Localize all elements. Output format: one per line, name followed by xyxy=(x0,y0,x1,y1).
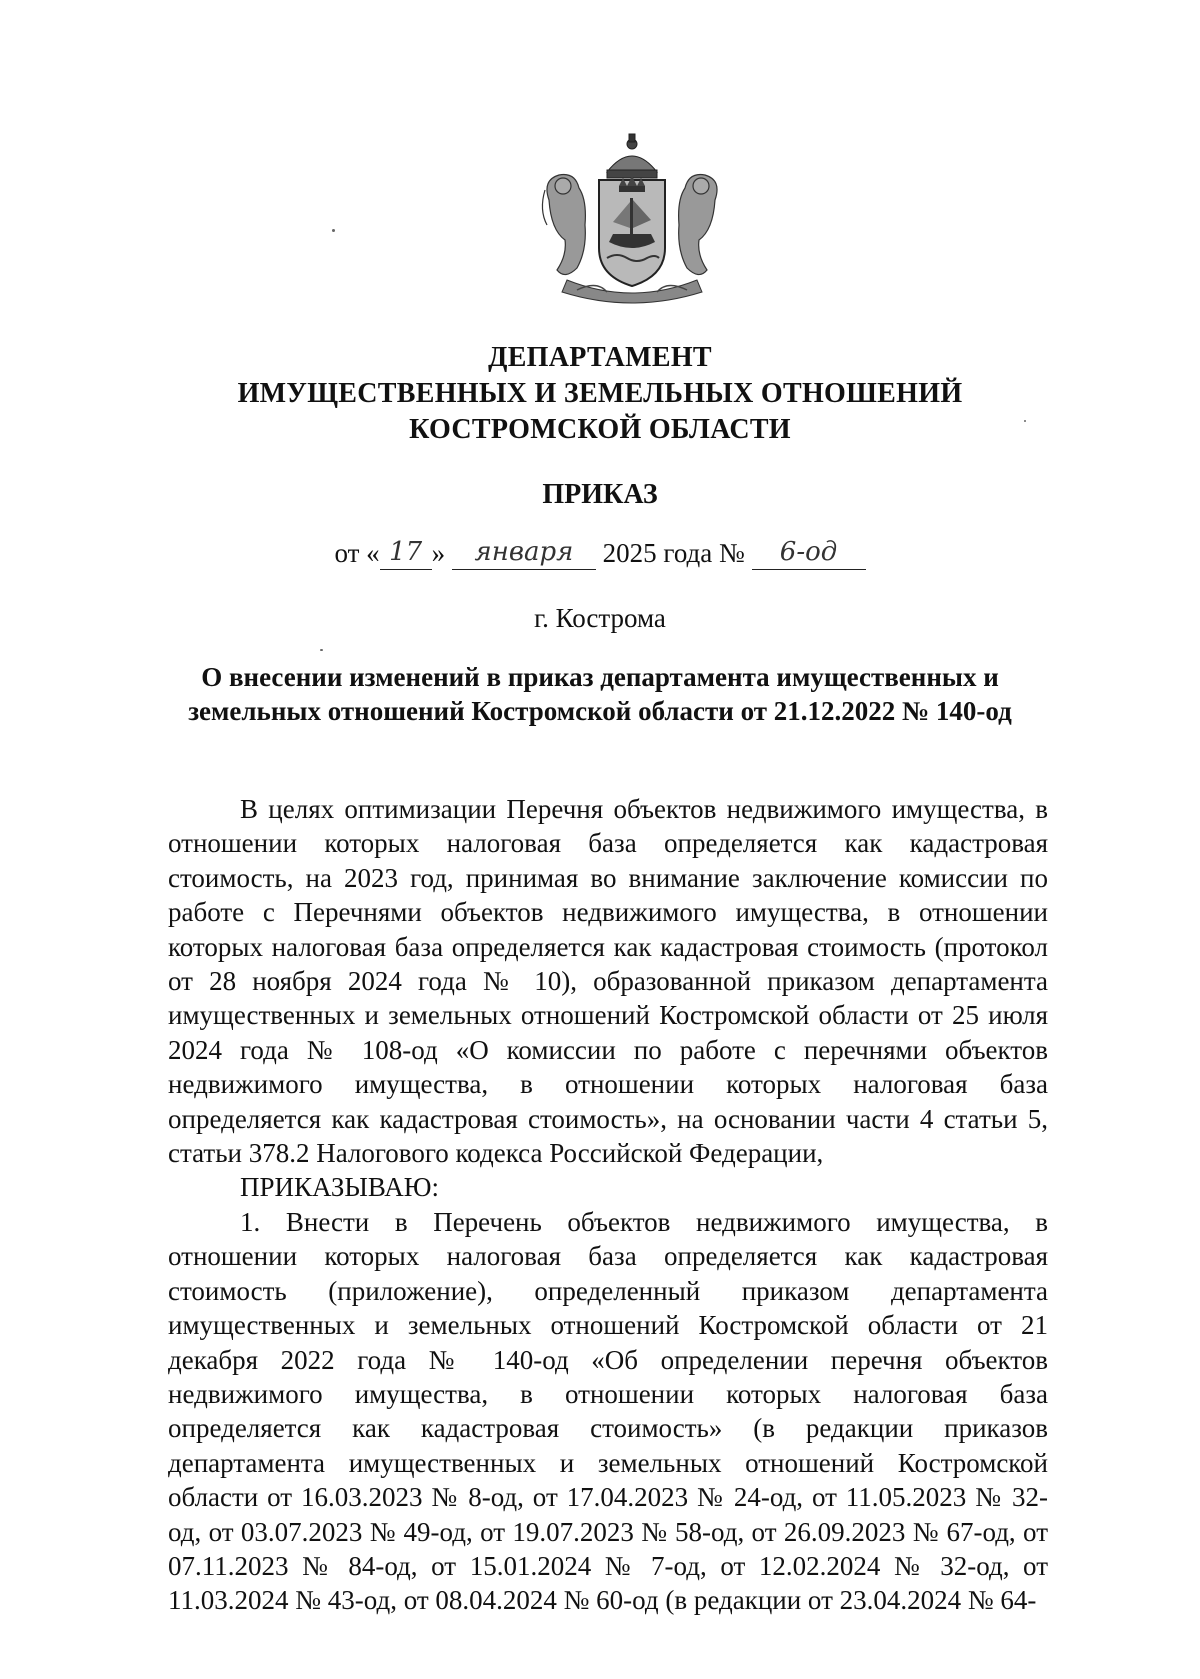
department-line-3: КОСТРОМСКОЙ ОБЛАСТИ xyxy=(409,414,791,445)
order-title: ПРИКАЗ xyxy=(542,479,658,510)
handwritten-order-number: 6-од xyxy=(752,535,866,570)
department-line-1: ДЕПАРТАМЕНТ xyxy=(488,342,712,373)
order-directive: ПРИКАЗЫВАЮ: xyxy=(240,1172,439,1203)
handwritten-month: января xyxy=(452,535,596,570)
preamble-paragraph: В целях оптимизации Перечня объектов недвижимого имущества, в отношении которых налоговая база определяется как кадастровая стоимость, на 2023 год, принимая во внимание заключение комиссии по работе с Перечнями объектов недвижимого имущества, в отношении которых налоговая база определяется как кадастровая стоимость (протокол от 28 ноября 2024 года № 10), образованной приказом департамента имущественных и земельных отношений Костромской области от 25 июля 2024 года № 108-од «О комиссии по работе с перечнями объектов недвижимого имущества, в отношении которых налоговая база определяется как кадастровая стоимость», на основании части 4 статьи 5, статьи 378.2 Налогового кодекса Российской Федерации, xyxy=(168,794,1048,1169)
date-year-text: 2025 года № xyxy=(602,538,745,568)
city-line: г. Кострома xyxy=(534,603,666,633)
date-mid: » xyxy=(431,538,446,568)
scan-speck xyxy=(332,229,335,232)
handwritten-day: 17 xyxy=(380,535,432,570)
department-line-2: ИМУЩЕСТВЕННЫХ И ЗЕМЕЛЬНЫХ ОТНОШЕНИЙ xyxy=(237,378,963,409)
coat-of-arms-emblem xyxy=(537,130,727,310)
scan-speck xyxy=(320,649,323,651)
subject-line-2: земельных отношений Костромской области от 21.12.2022 № 140-од xyxy=(188,696,1012,726)
date-prefix: от « xyxy=(334,538,380,568)
order-body xyxy=(168,792,1048,1618)
department-header xyxy=(0,340,1200,448)
order-subject xyxy=(0,660,1200,728)
order-date-line xyxy=(0,536,1200,572)
subject-line-1: О внесении изменений в приказ департамента имущественных и xyxy=(201,662,999,692)
item-1-paragraph: 1. Внести в Перечень объектов недвижимого имущества, в отношении которых налоговая база определяется как кадастровая стоимость (приложение), определенный приказом департамента имущественных и земельных отношений Костромской области от 21 декабря 2022 года № 140-од «Об определении перечня объектов недвижимого имущества, в отношении которых налоговая база определяется как кадастровая стоимость» (в редакции приказов департамента имущественных и земельных отношений Костромской области от 16.03.2023 № 8-од, от 17.04.2023 № 24-од, от 11.05.2023 № 32-од, от 03.07.2023 № 49-од, от 19.07.2023 № 58-од, от 26.09.2023 № 67-од, от 07.11.2023 № 84-од, от 15.01.2024 № 7-од, от 12.02.2024 № 32-од, от 11.03.2024 № 43-од, от 08.04.2024 № 60-од (в редакции от 23.04.2024 № 64- xyxy=(168,1206,1048,1616)
